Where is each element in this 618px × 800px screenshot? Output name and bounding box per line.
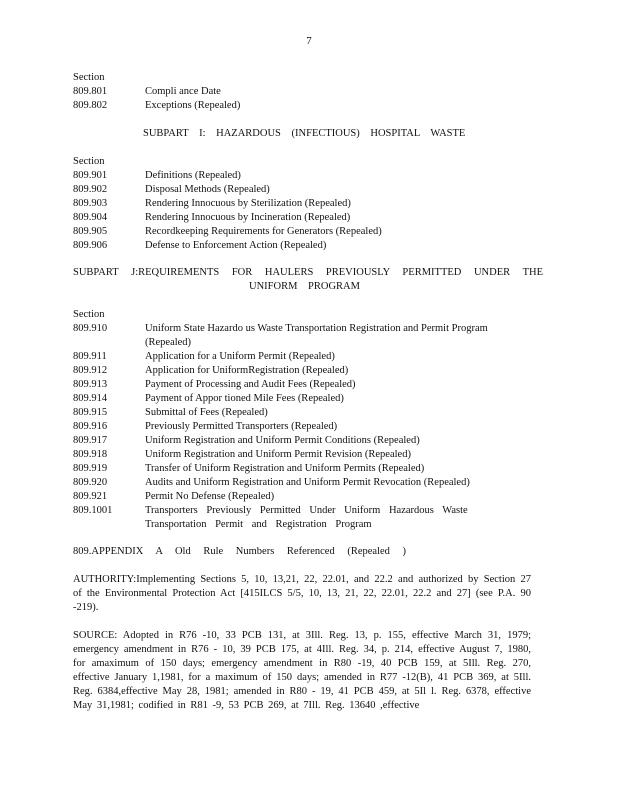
section-list-general <box>73 71 533 113</box>
section-title: Rendering Innocuous by Sterilization (Repealed) <box>145 198 351 209</box>
section-heading: Section <box>73 156 105 167</box>
section-number: 809.906 <box>73 240 108 251</box>
section-number: 809.910 <box>73 323 108 334</box>
authority-paragraph: AUTHORITY:Implementing Sections 5, 10, 13,21, 22, 22.01, and 22.2 and authorized by Section 27 of the Environmental Protection Act [415ILCS 5/5, 10, 13, 21, 22, 22.01, 22.2 and 27] (see P.A. 90 -219). <box>73 574 531 613</box>
section-number: 809.919 <box>73 463 108 474</box>
section-title: Uniform State Hazardo us Waste Transportation Registration and Permit Program (Repealed) <box>145 323 488 348</box>
list-item <box>73 85 533 99</box>
list-item <box>73 225 533 239</box>
section-number: 809.1001 <box>73 505 113 516</box>
list-item <box>73 406 533 420</box>
section-title: Audits and Uniform Registration and Uniform Permit Revocation (Repealed) <box>145 477 470 488</box>
section-number: 809.902 <box>73 184 108 195</box>
section-list-subpart-i <box>73 155 533 253</box>
list-item <box>73 197 533 211</box>
section-title: Uniform Registration and Uniform Permit Conditions (Repealed) <box>145 435 420 446</box>
section-title: Payment of Processing and Audit Fees (Repealed) <box>145 379 356 390</box>
list-item <box>73 364 533 378</box>
section-number: 809.918 <box>73 449 108 460</box>
section-number: 809.802 <box>73 100 108 111</box>
list-item <box>73 378 533 392</box>
section-title: Application for UniformRegistration (Repealed) <box>145 365 349 376</box>
section-number: 809.901 <box>73 170 108 181</box>
section-number: 809.912 <box>73 365 108 376</box>
list-item <box>73 211 533 225</box>
page-number: 7 <box>306 35 312 47</box>
subpart-j-heading: SUBPART J:REQUIREMENTS FOR HAULERS PREVIOUSLY PERMITTED UNDER THE <box>73 267 543 278</box>
section-title: Disposal Methods (Repealed) <box>145 184 270 195</box>
list-item <box>73 392 533 406</box>
list-item <box>73 420 533 434</box>
section-title: Uniform Registration and Uniform Permit Revision (Repealed) <box>145 449 411 460</box>
section-title: Compli ance Date <box>145 86 221 97</box>
section-title: Defense to Enforcement Action (Repealed) <box>145 240 327 251</box>
list-item <box>73 99 533 113</box>
section-number: 809.914 <box>73 393 108 404</box>
section-number: 809.921 <box>73 491 108 502</box>
list-item <box>73 169 533 183</box>
list-item <box>73 476 533 490</box>
list-item <box>73 322 533 350</box>
section-number: 809.904 <box>73 212 108 223</box>
section-number: 809.917 <box>73 435 108 446</box>
section-number: 809.905 <box>73 226 108 237</box>
section-list-subpart-j <box>73 308 533 532</box>
section-number: 809.915 <box>73 407 108 418</box>
appendix-line: 809.APPENDIX A Old Rule Numbers Referenced (Repealed ) <box>73 546 407 557</box>
section-number: 809.801 <box>73 86 108 97</box>
list-item <box>73 490 533 504</box>
list-item <box>73 434 533 448</box>
section-title: Transfer of Uniform Registration and Uniform Permits (Repealed) <box>145 463 425 474</box>
list-item <box>73 350 533 364</box>
section-title: Definitions (Repealed) <box>145 170 241 181</box>
section-title: Previously Permitted Transporters (Repealed) <box>145 421 338 432</box>
list-item <box>73 239 533 253</box>
source-paragraph: SOURCE: Adopted in R76 -10, 33 PCB 131, at 3Ill. Reg. 13, p. 155, effective March 31, 1979; emergency amendment in R76 - 10, 39 PCB 175, at 4Ill. Reg. 34, p. 214, effective August 7, 1980, for amaximum of 150 days; emergency amendment in R80 -19, 40 PCB 159, at 5Ill. Reg. 270, effective January 1,1981, for a maximum of 150 days; amended in R77 -12(B), 41 PCB 369, at 5Ill. Reg. 6384,effective May 28, 1981; amended in R80 - 19, 41 PCB 459, at 5Il l. Reg. 6378, effective May 31,1981; codified in R81 -9, 53 PCB 269, at 7Ill. Reg. 13640 ,effective <box>73 630 531 711</box>
section-title: Exceptions (Repealed) <box>145 100 241 111</box>
section-title: Submittal of Fees (Repealed) <box>145 407 268 418</box>
section-heading: Section <box>73 72 105 83</box>
subpart-i-heading: SUBPART I: HAZARDOUS (INFECTIOUS) HOSPITAL WASTE <box>143 128 466 139</box>
section-number: 809.916 <box>73 421 108 432</box>
section-title: Recordkeeping Requirements for Generators (Repealed) <box>145 226 382 237</box>
section-title: Rendering Innocuous by Incineration (Repealed) <box>145 212 351 223</box>
list-item <box>73 448 533 462</box>
list-item <box>73 462 533 476</box>
section-number: 809.911 <box>73 351 107 362</box>
list-item <box>73 504 533 532</box>
section-heading: Section <box>73 309 105 320</box>
subpart-j-heading-continued: UNIFORM PROGRAM <box>249 281 360 292</box>
section-title: Permit No Defense (Repealed) <box>145 491 275 502</box>
section-title: Application for a Uniform Permit (Repealed) <box>145 351 335 362</box>
section-number: 809.920 <box>73 477 108 488</box>
section-number: 809.903 <box>73 198 108 209</box>
list-item <box>73 183 533 197</box>
section-number: 809.913 <box>73 379 108 390</box>
section-title: Transporters Previously Permitted Under Uniform Hazardous Waste Transportation Permit and Registration Program <box>145 505 468 530</box>
section-title: Payment of Appor tioned Mile Fees (Repealed) <box>145 393 344 404</box>
